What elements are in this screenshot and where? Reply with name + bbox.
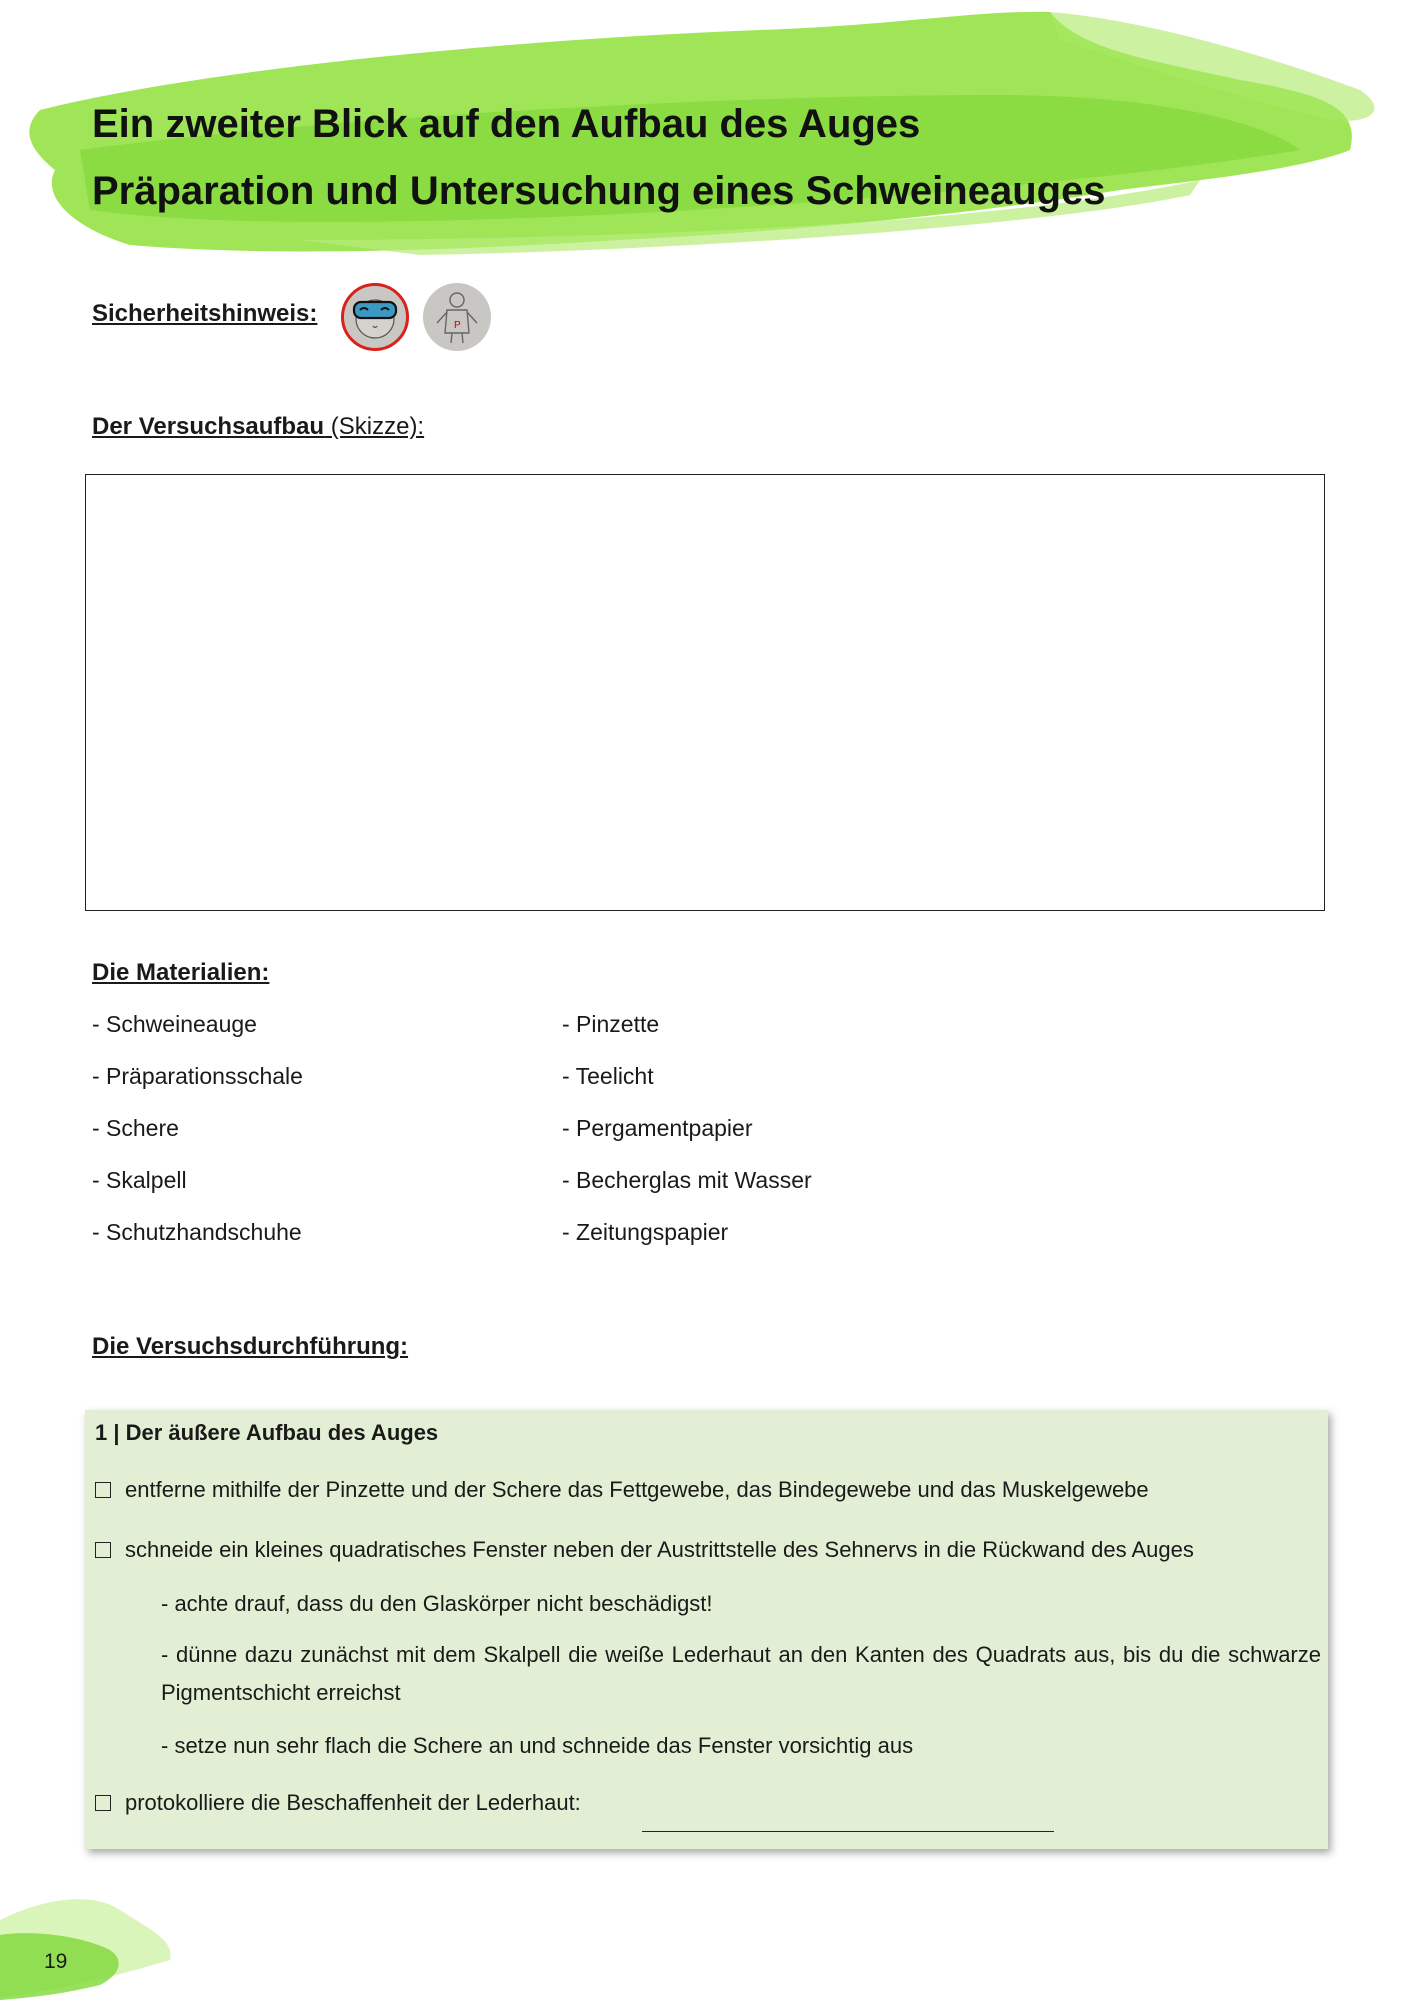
procedure-heading: Die Versuchsdurchführung:	[92, 1333, 409, 1360]
material-item: - Schweineauge	[92, 1011, 257, 1037]
step-2-note-3: - setze nun sehr flach die Schere an und schneide das Fenster vorsichtig aus	[161, 1733, 914, 1758]
material-item: - Präparationsschale	[92, 1063, 303, 1089]
material-item: - Schere	[92, 1115, 179, 1141]
material-item: - Skalpell	[92, 1167, 187, 1193]
page-corner-brush-decoration	[0, 1880, 200, 2000]
page-title-line1: Ein zweiter Blick auf den Aufbau des Auges	[92, 102, 921, 146]
safety-icons	[341, 283, 491, 351]
material-item: - Zeitungspapier	[562, 1219, 729, 1245]
setup-heading-bold: Der Versuchsaufbau	[92, 413, 325, 440]
step-1	[95, 1479, 1149, 1501]
step-3-text: protokolliere die Beschaffenheit der Lederhaut:	[125, 1790, 581, 1815]
step-2-note-2: - dünne dazu zunächst mit dem Skalpell die weiße Lederhaut an den Kanten des Quadrats aus, bis du die schwarze Pigmentschicht erreichst	[161, 1642, 1321, 1705]
material-item: - Teelicht	[562, 1063, 654, 1089]
material-item: - Pergamentpapier	[562, 1115, 753, 1141]
step-3-checkbox[interactable]	[95, 1795, 111, 1811]
svg-text:P: P	[454, 320, 461, 331]
safety-heading: Sicherheitshinweis:	[92, 300, 318, 327]
step-2-checkbox[interactable]	[95, 1542, 111, 1558]
page-number: 19	[44, 1950, 68, 1973]
procedure-box-title: 1 | Der äußere Aufbau des Auges	[95, 1420, 439, 1445]
step-2	[95, 1539, 1194, 1561]
step-1-checkbox[interactable]	[95, 1482, 111, 1498]
step-3	[95, 1792, 581, 1814]
answer-line[interactable]	[642, 1831, 1054, 1832]
page-title-line2: Präparation und Untersuchung eines Schweineauges	[92, 169, 1106, 213]
setup-heading-normal: (Skizze):	[324, 413, 425, 440]
material-item: - Pinzette	[562, 1011, 660, 1037]
materials-heading: Die Materialien:	[92, 959, 270, 986]
step-2-note-1: - achte drauf, dass du den Glaskörper nicht beschädigst!	[161, 1591, 713, 1616]
material-item: - Becherglas mit Wasser	[562, 1167, 812, 1193]
sketch-area[interactable]	[85, 474, 1325, 911]
procedure-box	[85, 1410, 1328, 1849]
material-item: - Schutzhandschuhe	[92, 1219, 302, 1245]
step-2-text: schneide ein kleines quadratisches Fenster neben der Austrittstelle des Sehnervs in die Rückwand des Auges	[125, 1537, 1194, 1562]
safety-goggles-icon	[341, 283, 409, 351]
setup-heading	[92, 415, 424, 439]
protective-coat-icon	[423, 283, 491, 351]
step-1-text: entferne mithilfe der Pinzette und der Schere das Fettgewebe, das Bindegewebe und das Muskelgewebe	[125, 1477, 1149, 1502]
